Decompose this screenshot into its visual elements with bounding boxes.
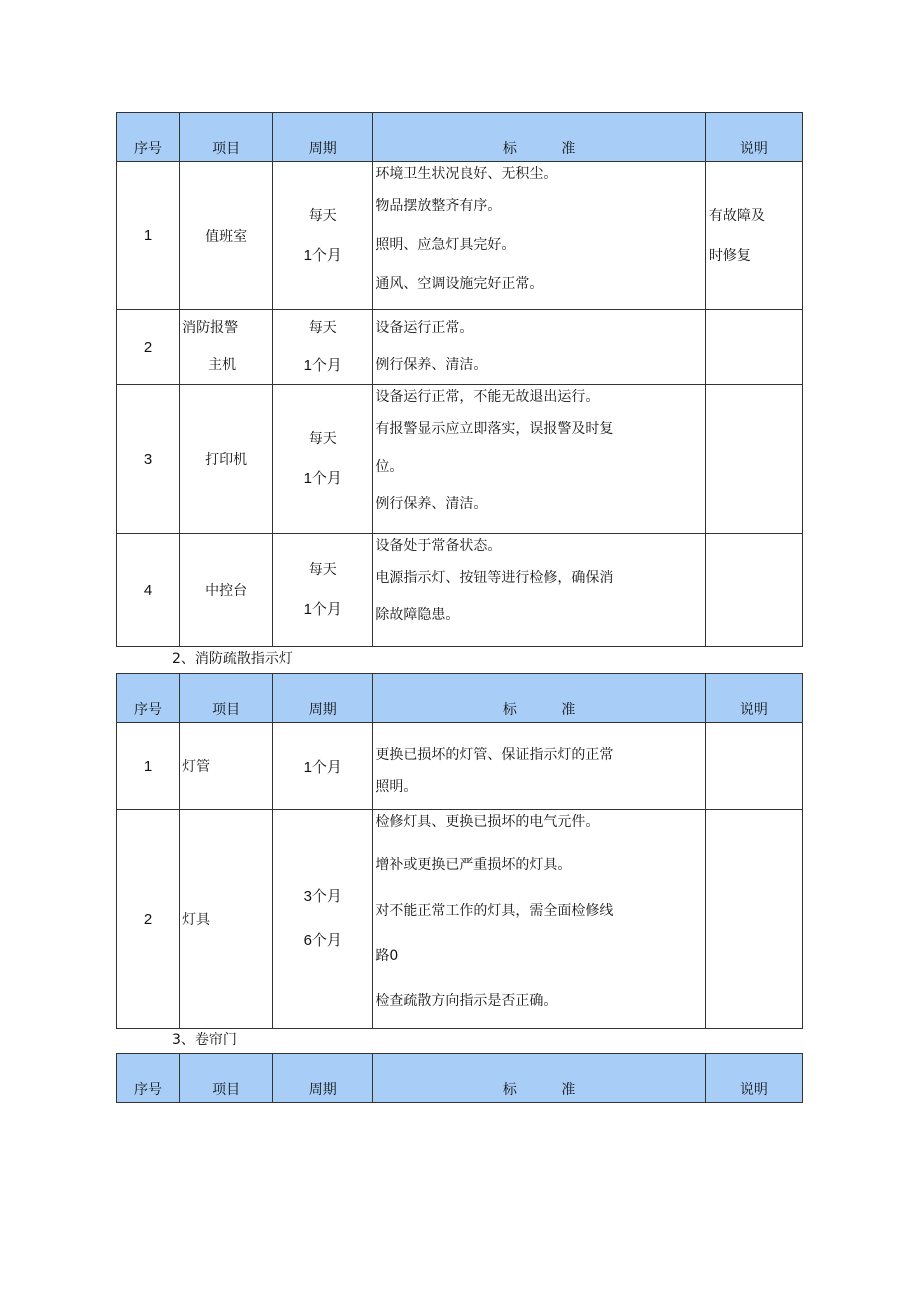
table-row <box>117 385 803 534</box>
maintenance-table-3 <box>116 1053 803 1103</box>
section-caption: 2、消防疏散指示灯 <box>172 651 293 667</box>
row-standard <box>373 162 705 310</box>
header-item: 项目 <box>180 1054 273 1103</box>
standard-line: 例行保养、清洁。 <box>375 496 488 512</box>
standard-line: 物品摆放整齐有序。 <box>375 198 502 214</box>
row-number: 2 <box>117 810 180 1029</box>
standard-line: 除故障隐患。 <box>375 607 460 623</box>
standard-line: 设备运行正常。 <box>375 320 474 336</box>
cycle-text: 每天 <box>308 320 337 336</box>
section-caption: 3、卷帘门 <box>172 1032 237 1048</box>
cycle-text: 1个月 <box>303 470 342 487</box>
table-header-row <box>117 113 803 162</box>
header-cycle: 周期 <box>273 1054 373 1103</box>
header-cycle: 周期 <box>273 113 373 162</box>
standard-line: 环境卫生状况良好、无积尘。 <box>375 166 558 182</box>
cycle-text: 1个月 <box>303 357 342 374</box>
row-note <box>705 534 802 647</box>
maintenance-table-2 <box>116 673 803 1029</box>
header-no: 序号 <box>117 1054 180 1103</box>
row-number: 2 <box>117 310 180 385</box>
header-no: 序号 <box>117 674 180 723</box>
standard-line: 设备处于常备状态。 <box>375 538 502 554</box>
standard-line: 电源指示灯、按钮等进行检修，确保消 <box>375 570 614 586</box>
row-item <box>180 810 273 1029</box>
row-number: 1 <box>117 162 180 310</box>
note-line: 有故障及 <box>708 207 765 224</box>
header-item: 项目 <box>180 674 273 723</box>
table-row <box>117 534 803 647</box>
header-cycle: 周期 <box>273 674 373 723</box>
standard-line: 通风、空调设施完好正常。 <box>375 276 544 292</box>
standard-line: 检修灯具、更换已损坏的电气元件。 <box>375 814 600 830</box>
row-cycle <box>273 810 373 1029</box>
row-note <box>705 162 802 310</box>
row-item <box>180 162 273 310</box>
standard-line: 例行保养、清洁。 <box>375 357 488 373</box>
row-note <box>705 723 802 810</box>
row-number: 4 <box>117 534 180 647</box>
cycle-text: 每天 <box>308 562 337 578</box>
row-note <box>705 310 802 385</box>
table-row <box>117 162 803 310</box>
row-standard <box>373 723 705 810</box>
row-item <box>180 310 273 385</box>
row-standard <box>373 534 705 647</box>
row-item <box>180 385 273 534</box>
item-text: 主机 <box>208 357 237 373</box>
cycle-text: 6个月 <box>303 932 342 949</box>
header-standard: 标 准 <box>373 1054 705 1103</box>
table-header-row <box>117 674 803 723</box>
cycle-text: 1个月 <box>303 246 342 264</box>
header-item: 项目 <box>180 113 273 162</box>
header-note: 说明 <box>705 674 802 723</box>
cycle-text: 3个月 <box>303 888 342 905</box>
standard-line: 照明、应急灯具完好。 <box>375 237 516 253</box>
header-standard: 标 准 <box>373 113 705 162</box>
item-text: 灯具 <box>182 912 211 928</box>
row-standard <box>373 385 705 534</box>
row-cycle <box>273 534 373 647</box>
row-standard <box>373 810 705 1029</box>
cycle-text: 每天 <box>308 207 337 224</box>
row-cycle <box>273 385 373 534</box>
row-note <box>705 385 802 534</box>
standard-line: 有报警显示应立即落实，误报警及时复 <box>375 421 614 437</box>
standard-line: 对不能正常工作的灯具，需全面检修线 <box>375 903 614 919</box>
standard-line: 照明。 <box>375 779 418 795</box>
standard-line: 更换已损坏的灯管、保证指示灯的正常 <box>375 747 614 763</box>
cycle-text: 1个月 <box>303 758 342 776</box>
standard-line: 增补或更换已严重损坏的灯具。 <box>375 857 572 873</box>
row-note <box>705 810 802 1029</box>
row-number: 1 <box>117 723 180 810</box>
cycle-text: 每天 <box>308 431 337 447</box>
standard-line: 路0 <box>375 948 399 964</box>
item-text: 值班室 <box>205 228 248 245</box>
item-text: 灯管 <box>182 759 211 775</box>
standard-line: 位。 <box>375 459 404 475</box>
maintenance-table-1 <box>116 112 803 647</box>
row-item <box>180 723 273 810</box>
header-no: 序号 <box>117 113 180 162</box>
item-text: 消防报警 <box>182 320 239 336</box>
row-cycle <box>273 310 373 385</box>
row-number: 3 <box>117 385 180 534</box>
header-note: 说明 <box>705 1054 802 1103</box>
item-text: 打印机 <box>205 452 248 468</box>
table-row <box>117 810 803 1029</box>
header-note: 说明 <box>705 113 802 162</box>
row-cycle <box>273 723 373 810</box>
item-text: 中控台 <box>205 583 248 599</box>
note-line: 时修复 <box>708 247 751 264</box>
table-row <box>117 723 803 810</box>
table-header-row <box>117 1054 803 1103</box>
standard-line: 检查疏散方向指示是否正确。 <box>375 993 558 1009</box>
standard-line: 设备运行正常，不能无故退出运行。 <box>375 389 600 405</box>
row-cycle <box>273 162 373 310</box>
row-standard <box>373 310 705 385</box>
table-row <box>117 310 803 385</box>
row-item <box>180 534 273 647</box>
cycle-text: 1个月 <box>303 601 342 618</box>
header-standard: 标 准 <box>373 674 705 723</box>
